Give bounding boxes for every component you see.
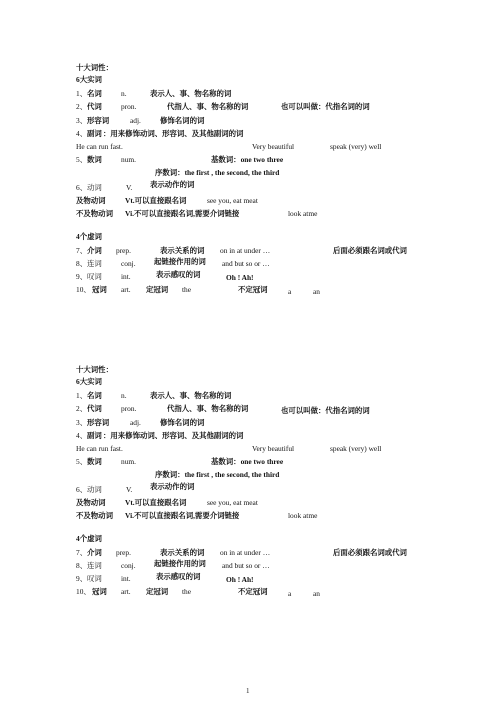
prep-desc: 表示关系的词 (160, 548, 205, 557)
vi-desc: Vi.不可以直接跟名词,需要介词链接 (125, 511, 240, 520)
art-name: 冠词 (92, 285, 107, 294)
verb-desc: 表示动作的词 (150, 180, 195, 189)
art-indefinite: 不定冠词 (238, 587, 268, 596)
xuci-heading: 4个虚词 (76, 534, 102, 543)
num-ordinal: 序数词：the first , the second, the third (155, 470, 280, 479)
pron-desc: 代指人、事、物名称的词 (167, 102, 249, 111)
verb-name: 动词 (87, 485, 102, 494)
int-abbr: int. (121, 574, 131, 583)
noun-abbr: n. (121, 89, 127, 98)
art-num: 10、 (76, 587, 91, 596)
int-name: 叹词 (87, 574, 102, 583)
conj-num: 8、 (76, 259, 88, 268)
verb-abbr: V. (126, 183, 133, 192)
int-num: 9、 (76, 574, 88, 583)
int-abbr: int. (121, 272, 131, 281)
verb-num: 6、 (76, 183, 88, 192)
art-num: 10、 (76, 285, 91, 294)
conj-desc: 起链接作用的词 (154, 559, 206, 568)
art-an: an (313, 589, 320, 598)
vt-example: see you, eat meat (207, 196, 258, 205)
num-ordinal: 序数词：the first , the second, the third (155, 168, 280, 177)
pron-num: 2、 (76, 102, 88, 111)
adv-desc: ：用来修饰动词、形容词、及其他副词的词 (103, 431, 244, 440)
prep-name: 介词 (87, 548, 102, 557)
adv-example-2: Very beautiful (252, 142, 295, 151)
adj-desc: 修饰名词的词 (160, 116, 205, 125)
noun-num: 1、 (76, 391, 88, 400)
prep-note: 后面必须跟名词或代词 (333, 246, 407, 255)
prep-num: 7、 (76, 548, 88, 557)
shici-heading: 6大实词 (76, 75, 102, 84)
vi-example: look atme (288, 209, 318, 218)
num-cardinal: 基数词：one two three (211, 457, 284, 466)
num-name: 数词 (87, 155, 102, 164)
art-the: the (182, 587, 192, 596)
pron-abbr: pron. (121, 102, 137, 111)
int-name: 叹词 (87, 272, 102, 281)
art-an: an (313, 287, 320, 296)
prep-num: 7、 (76, 246, 88, 255)
adv-name: 副词 (87, 129, 102, 138)
art-definite: 定冠词 (146, 587, 169, 596)
adj-num: 3、 (76, 418, 88, 427)
adv-name: 副词 (87, 431, 102, 440)
adj-name: 形容词 (87, 116, 110, 125)
art-abbr: art. (121, 285, 131, 294)
doc-title: 十大词性： (76, 365, 113, 374)
vt-desc: Vt.可以直接跟名词 (125, 196, 187, 205)
pron-name: 代词 (87, 102, 102, 111)
conj-example: and but so or … (222, 259, 270, 268)
verb-abbr: V. (126, 485, 133, 494)
num-name: 数词 (87, 457, 102, 466)
pron-abbr: pron. (121, 404, 137, 413)
vi-example: look atme (288, 511, 318, 520)
num-abbr: num. (121, 155, 136, 164)
conj-desc: 起链接作用的词 (154, 257, 206, 266)
prep-name: 介词 (87, 246, 102, 255)
conj-name: 连词 (87, 259, 102, 268)
section-bottom (0, 302, 500, 602)
conj-num: 8、 (76, 561, 88, 570)
int-num: 9、 (76, 272, 88, 281)
page-number: 1 (246, 687, 250, 695)
noun-name: 名词 (87, 391, 102, 400)
verb-name: 动词 (87, 183, 102, 192)
vi-desc: Vi.不可以直接跟名词,需要介词链接 (125, 209, 240, 218)
adv-num: 4、 (76, 129, 88, 138)
adv-desc: ：用来修饰动词、形容词、及其他副词的词 (103, 129, 244, 138)
conj-abbr: conj. (121, 259, 136, 268)
adv-example-3: speak (very) well (330, 444, 382, 453)
prep-desc: 表示关系的词 (160, 246, 205, 255)
art-the: the (182, 285, 192, 294)
art-abbr: art. (121, 587, 131, 596)
adj-num: 3、 (76, 116, 88, 125)
vi-label: 不及物动词 (76, 209, 113, 218)
prep-abbr: prep. (116, 246, 131, 255)
int-example: Oh ! Ah! (226, 273, 254, 282)
noun-desc: 表示人、事、物名称的词 (150, 89, 232, 98)
shici-heading: 6大实词 (76, 377, 102, 386)
conj-abbr: conj. (121, 561, 136, 570)
int-example: Oh ! Ah! (226, 575, 254, 584)
adv-num: 4、 (76, 431, 88, 440)
adj-abbr: adj. (130, 116, 141, 125)
noun-abbr: n. (121, 391, 127, 400)
adv-example-2: Very beautiful (252, 444, 295, 453)
art-a: a (288, 287, 292, 296)
prep-example: on in at under … (220, 548, 271, 557)
vt-label: 及物动词 (76, 498, 106, 507)
prep-abbr: prep. (116, 548, 131, 557)
adj-name: 形容词 (87, 418, 110, 427)
conj-name: 连词 (87, 561, 102, 570)
prep-note: 后面必须跟名词或代词 (333, 548, 407, 557)
adj-abbr: adj. (130, 418, 141, 427)
adv-example-1: He can run fast. (76, 444, 123, 453)
section-top (0, 0, 500, 300)
pron-note: 也可以叫做：代指名词的词 (281, 102, 370, 111)
doc-title: 十大词性： (76, 63, 113, 72)
art-definite: 定冠词 (146, 285, 169, 294)
pron-desc: 代指人、事、物名称的词 (167, 404, 249, 413)
noun-name: 名词 (87, 89, 102, 98)
noun-desc: 表示人、事、物名称的词 (150, 391, 232, 400)
art-indefinite: 不定冠词 (238, 285, 268, 294)
adv-example-1: He can run fast. (76, 142, 123, 151)
int-desc: 表示感叹的词 (156, 270, 201, 279)
vt-label: 及物动词 (76, 196, 106, 205)
num-abbr: num. (121, 457, 136, 466)
vt-example: see you, eat meat (207, 498, 258, 507)
art-a: a (288, 589, 292, 598)
verb-num: 6、 (76, 485, 88, 494)
adj-desc: 修饰名词的词 (160, 418, 205, 427)
art-name: 冠词 (92, 587, 107, 596)
num-num: 5、 (76, 457, 88, 466)
num-num: 5、 (76, 155, 88, 164)
int-desc: 表示感叹的词 (156, 572, 201, 581)
conj-example: and but so or … (222, 561, 270, 570)
xuci-heading: 4个虚词 (76, 232, 102, 241)
pron-num: 2、 (76, 404, 88, 413)
adv-example-3: speak (very) well (330, 142, 382, 151)
vi-label: 不及物动词 (76, 511, 113, 520)
vt-desc: Vt.可以直接跟名词 (125, 498, 187, 507)
prep-example: on in at under … (220, 246, 271, 255)
noun-num: 1、 (76, 89, 88, 98)
num-cardinal: 基数词：one two three (211, 155, 284, 164)
pron-note: 也可以叫做：代指名词的词 (281, 406, 370, 415)
verb-desc: 表示动作的词 (150, 482, 195, 491)
pron-name: 代词 (87, 404, 102, 413)
